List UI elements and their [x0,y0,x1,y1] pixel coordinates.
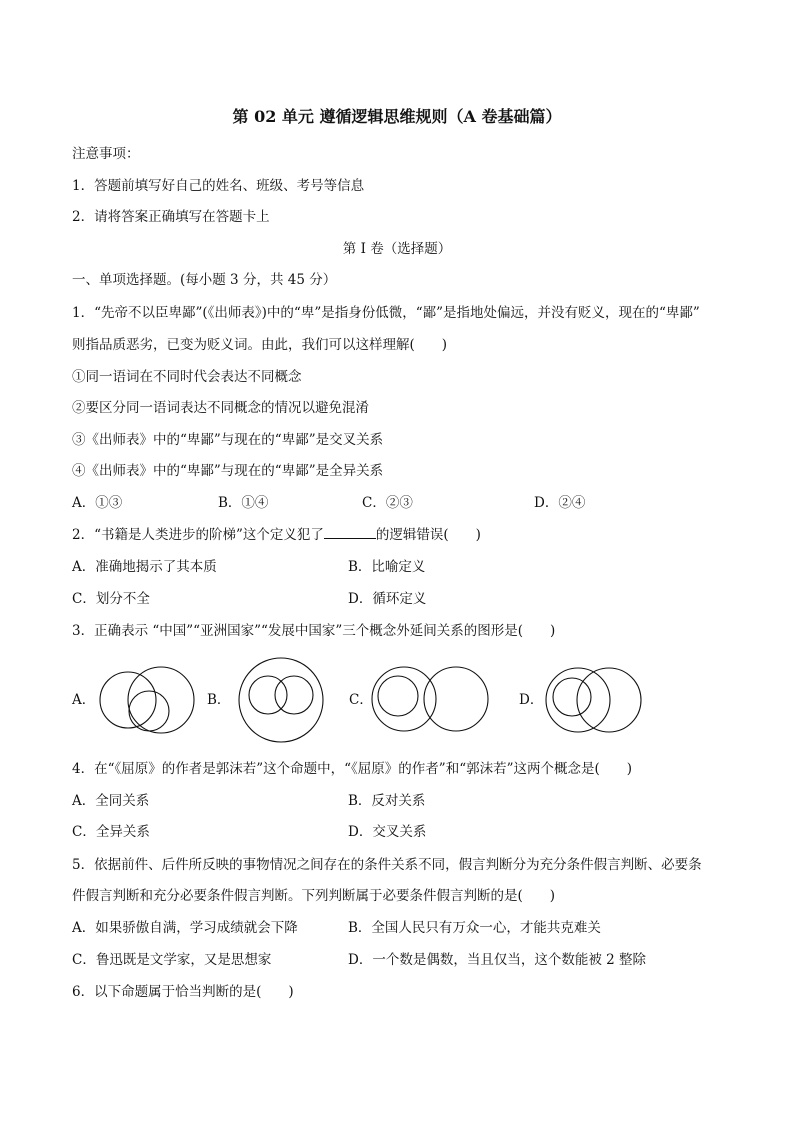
q1-option-c: C．②③ [362,495,413,511]
q2-option-d: D．循环定义 [348,591,427,607]
q2-option-a: A．准确地揭示了其本质 [72,559,217,575]
q2-stem-part1: 2．“书籍是人类进步的阶梯”这个定义犯了 [72,527,324,543]
q2-stem-part2: 的逻辑错误( ) [375,527,481,543]
q5-stem-line2: 件假言判断和充分必要条件假言判断。下列判断属于必要条件假言判断的是( ) [72,888,556,904]
q4-option-b: B．反对关系 [348,793,426,809]
q6-stem: 6．以下命题属于恰当判断的是( ) [72,984,294,1000]
q1-option-d: D．②④ [534,495,586,511]
q1-statement: ③《出师表》中的“卑鄙”与现在的“卑鄙”是交叉关系 [72,432,384,448]
q4-option-c: C．全异关系 [72,824,150,840]
q1-stem-line1: 1．“先帝不以臣卑鄙”(《出师表》)中的“卑”是指身份低微，“鄙”是指地处偏远，并没有贬义，现在的“卑鄙” [72,305,700,321]
q4-option-d: D．交叉关系 [348,824,427,840]
q3-stem: 3．正确表示 “中国”“亚洲国家”“发展中国家”三个概念外延间关系的图形是( ) [72,623,556,639]
q1-option-b: B．①④ [218,495,269,511]
q3-option-a: A． [72,692,96,708]
q5-stem-line1: 5．依据前件、后件所反映的事物情况之间存在的条件关系不同，假言判断分为充分条件假言判断、必要条 [72,857,702,873]
q1-statement: ④《出师表》中的“卑鄙”与现在的“卑鄙”是全异关系 [72,463,384,479]
q3-option-d: D． [519,692,544,708]
q5-option-d: D．一个数是偶数，当且仅当，这个数能被 2 整除 [348,952,646,968]
q2-option-b: B．比喻定义 [348,559,426,575]
q5-option-c: C．鲁迅既是文学家，又是思想家 [72,952,272,968]
page-title: 第 02 单元 遵循逻辑思维规则（A 卷基础篇） [232,107,562,126]
q5-option-b: B．全国人民只有万众一心，才能共克难关 [348,920,601,936]
q3-option-b: B． [207,692,231,708]
notice-item: 2．请将答案正确填写在答题卡上 [72,209,270,225]
q2-option-c: C．划分不全 [72,591,150,607]
part-heading: 一、单项选择题。(每小题 3 分，共 45 分） [72,272,337,288]
q1-stem-line2: 则指品质恶劣，已变为贬义词。由此，我们可以这样理解( ) [72,337,448,353]
notice-item: 1．答题前填写好自己的姓名、班级、考号等信息 [72,178,365,194]
venn-option-d [546,668,641,732]
q1-option-a: A．①③ [72,495,123,511]
q4-stem: 4．在“《屈原》的作者是郭沫若”这个命题中，“《屈原》的作者”和“郭沫若”这两个概念是( ) [72,761,633,777]
notice-heading: 注意事项： [72,146,140,162]
section-title: 第 I 卷（选择题） [342,241,452,257]
q4-option-a: A．全同关系 [72,793,150,809]
q3-option-c: C． [349,692,373,708]
q1-statement: ①同一语词在不同时代会表达不同概念 [72,369,302,385]
venn-option-a [100,667,194,733]
q1-statement: ②要区分同一语词表达不同概念的情况以避免混淆 [72,400,369,416]
venn-option-b [239,658,323,742]
venn-option-c [372,667,488,731]
q5-option-a: A．如果骄傲自满，学习成绩就会下降 [72,920,298,936]
